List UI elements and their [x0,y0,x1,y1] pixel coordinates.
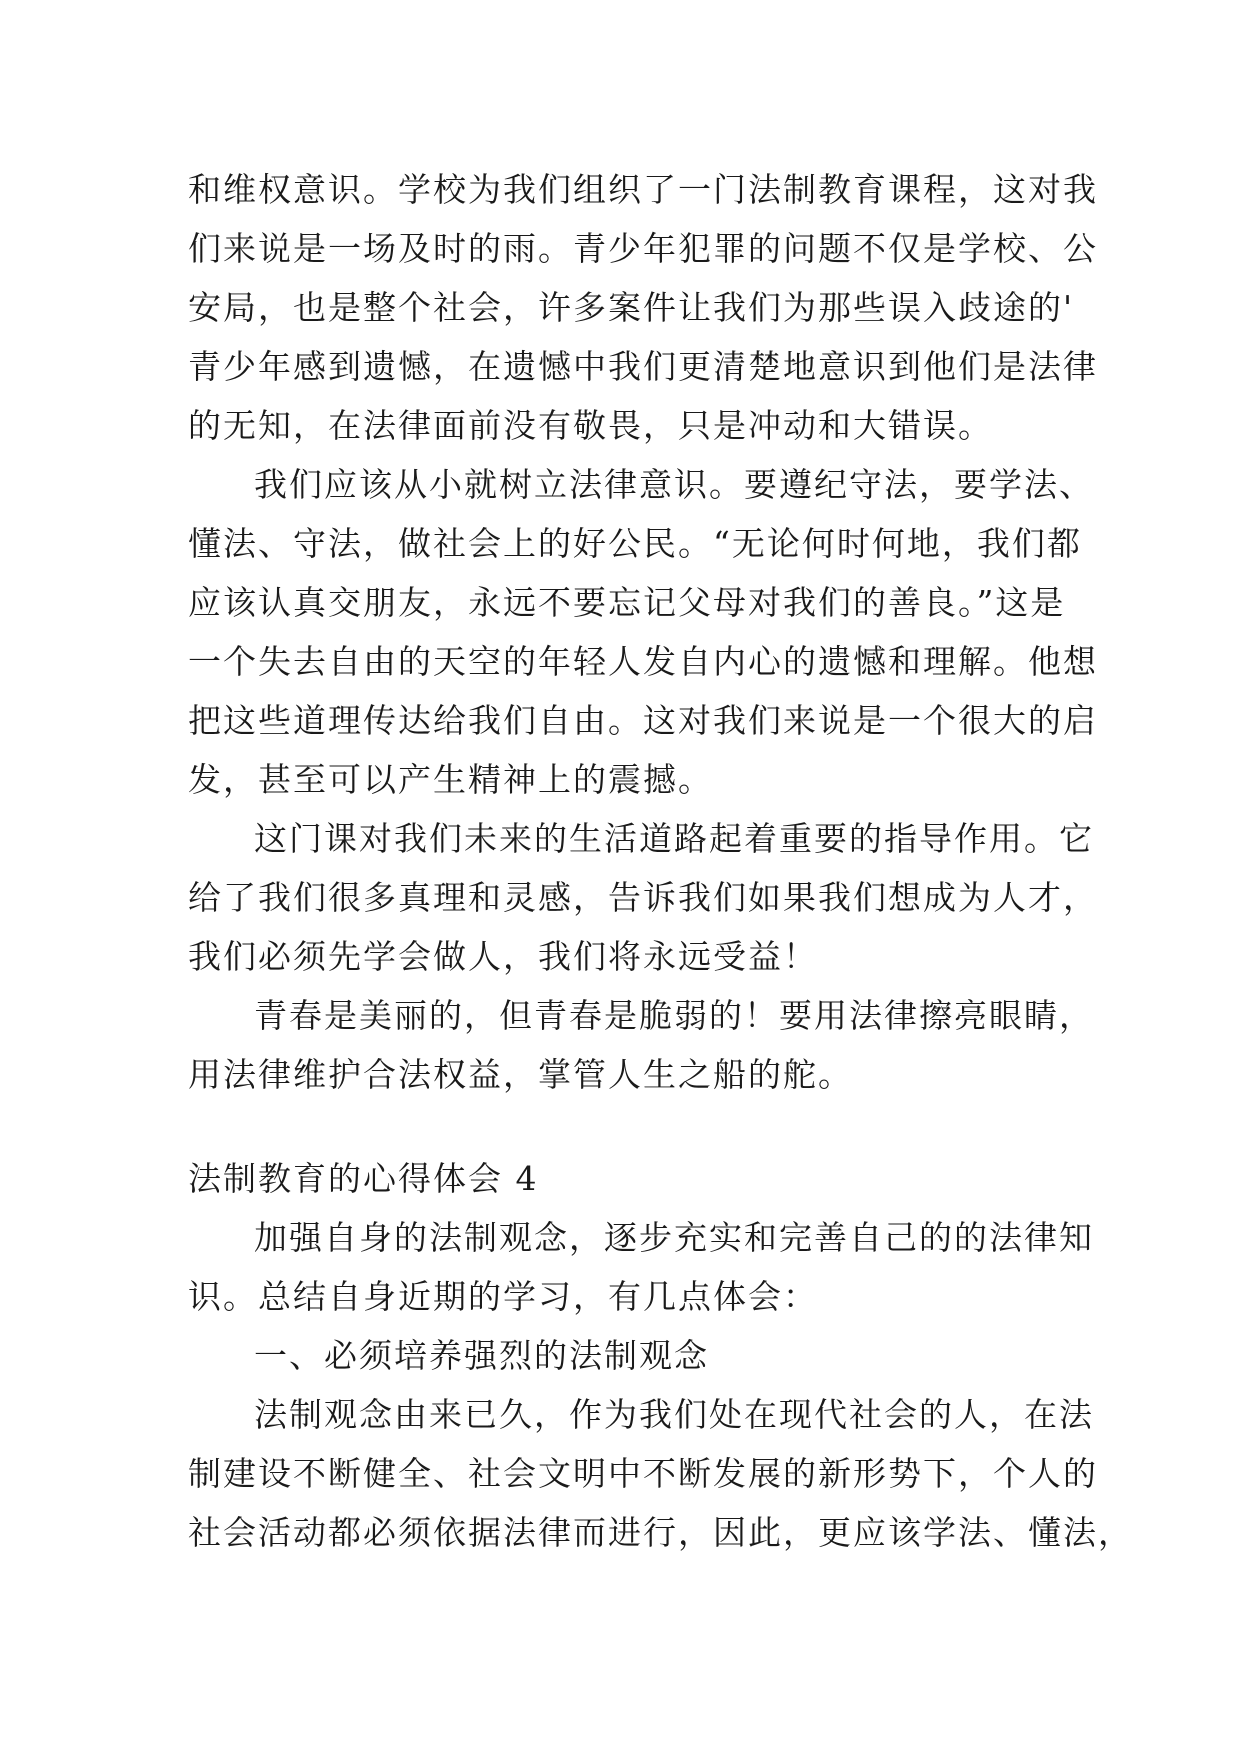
paragraph-line: 把这些道理传达给我们自由。这对我们来说是一个很大的启 [188,701,1098,740]
paragraph-line: 和维权意识。学校为我们组织了一门法制教育课程，这对我 [188,170,1098,209]
paragraph-line: 给了我们很多真理和灵感，告诉我们如果我们想成为人才， [188,878,1098,917]
paragraph-line: 安局，也是整个社会，许多案件让我们为那些误入歧途的' [188,288,1075,327]
paragraph-first-line: 加强自身的法制观念，逐步充实和完善自己的的法律知 [254,1218,1094,1257]
paragraph-line: 一个失去自由的天空的年轻人发自内心的遗憾和理解。他想 [188,642,1098,681]
section-heading: 法制教育的心得体会 4 [188,1159,539,1198]
paragraph-line: 用法律维护合法权益，掌管人生之船的舵。 [188,1055,853,1094]
paragraph-first-line: 一、必须培养强烈的法制观念 [254,1336,709,1375]
paragraph-line: 发，甚至可以产生精神上的震撼。 [188,760,713,799]
paragraph-line: 社会活动都必须依据法律而进行，因此，更应该学法、懂法， [188,1513,1133,1552]
paragraph-line: 懂法、守法，做社会上的好公民。“无论何时何地，我们都 [188,524,1082,563]
paragraph-line: 制建设不断健全、社会文明中不断发展的新形势下，个人的 [188,1454,1098,1493]
paragraph-line: 们来说是一场及时的雨。青少年犯罪的问题不仅是学校、公 [188,229,1098,268]
paragraph-line: 应该认真交朋友，永远不要忘记父母对我们的善良。”这是 [188,583,1066,622]
paragraph-line: 的无知，在法律面前没有敬畏，只是冲动和大错误。 [188,406,993,445]
document-body [188,160,1133,1562]
paragraph-first-line: 法制观念由来已久，作为我们处在现代社会的人，在法 [254,1395,1094,1434]
section-gap [188,1104,1068,1149]
paragraph-line: 青少年感到遗憾，在遗憾中我们更清楚地意识到他们是法律 [188,347,1098,386]
paragraph-first-line: 我们应该从小就树立法律意识。要遵纪守法，要学法、 [254,465,1094,504]
paragraph-line: 识。总结自身近期的学习，有几点体会： [188,1277,818,1316]
paragraph-first-line: 这门课对我们未来的生活道路起着重要的指导作用。它 [254,819,1094,858]
paragraph-first-line: 青春是美丽的，但青春是脆弱的！要用法律擦亮眼睛， [254,996,1094,1035]
paragraph-line: 我们必须先学会做人，我们将永远受益！ [188,937,818,976]
